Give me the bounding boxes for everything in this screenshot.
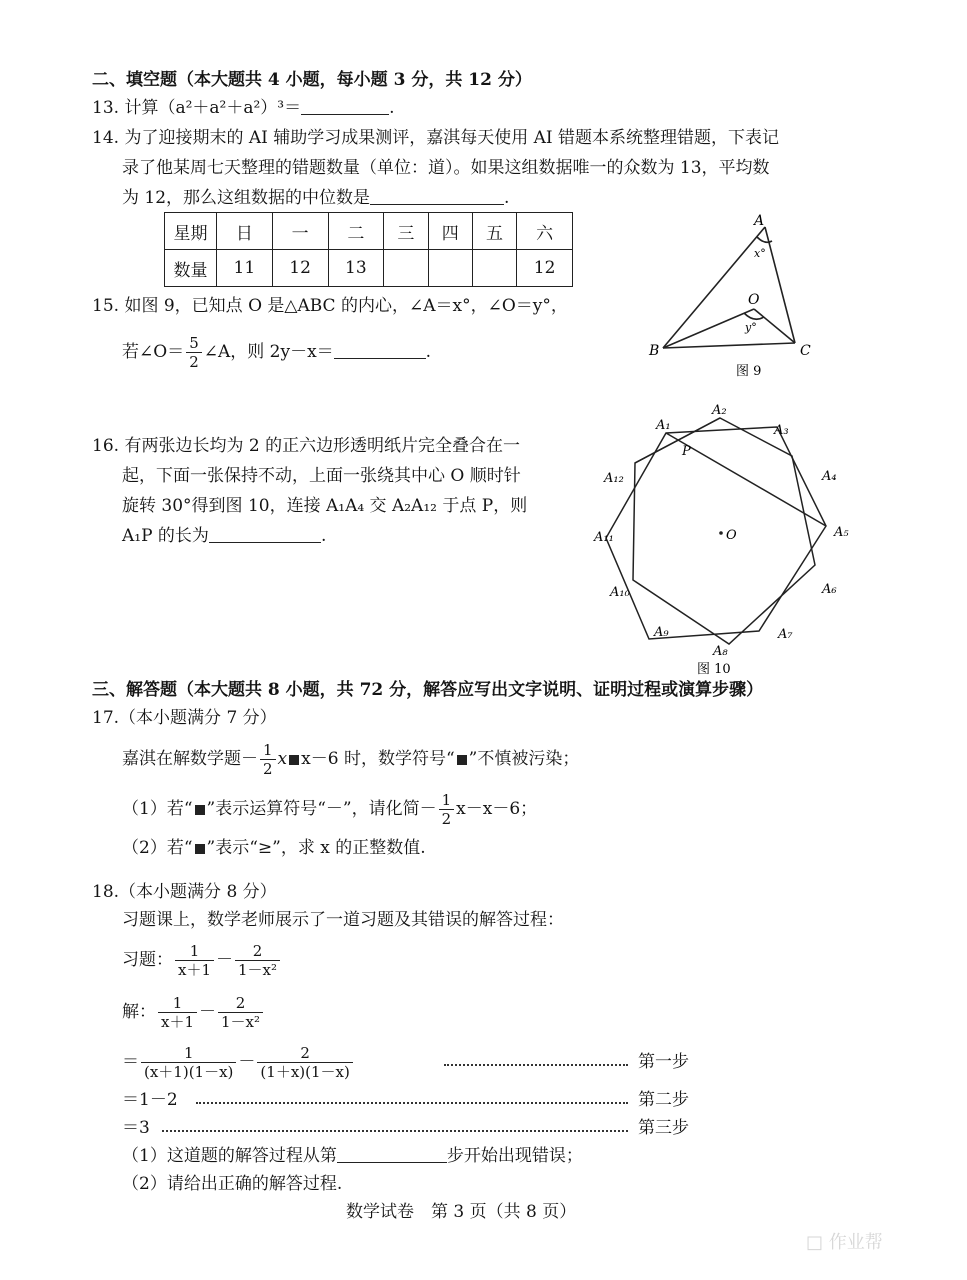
q16-line4: [122, 524, 326, 548]
q14-answer-blank[interactable]: [370, 188, 504, 205]
label-a4: A₄: [822, 469, 837, 484]
frac-num: 2: [252, 942, 263, 960]
frac-num: 2: [300, 1044, 310, 1062]
q13: [92, 96, 395, 120]
label-p: P: [682, 444, 691, 459]
q17-intro-pre: 嘉淇在解数学题－: [122, 749, 258, 769]
frac-den: 2: [260, 759, 276, 778]
q17-part2-post: ”表示“≥”，求 x 的正整数值.: [206, 838, 426, 858]
figure-9: [640, 205, 820, 385]
q16-line3: 旋转 30°得到图 10，连接 A₁A₄ 交 A₂A₁₂ 于点 P，则: [122, 496, 528, 516]
q17-part1-pre: （1）若“: [122, 799, 193, 819]
table-cell: 日: [217, 213, 273, 250]
q18-solution-label: 解：: [122, 1002, 156, 1022]
q16-line1: 16. 有两张边长均为 2 的正六边形透明纸片完全叠合在一: [92, 436, 521, 456]
figure-10-caption: 图 10: [697, 662, 731, 677]
angle-a-arc: [757, 237, 772, 242]
table-cell: 星期: [165, 213, 217, 250]
q17-part2-pre: （2）若“: [122, 838, 193, 858]
table-cell: [472, 250, 516, 287]
fraction: [158, 994, 197, 1031]
q18-title: 18.（本小题满分 8 分）: [92, 882, 277, 902]
q18-step3-expression: ＝3: [122, 1118, 150, 1138]
frac-num: 1: [263, 741, 273, 759]
label-a5: A₅: [834, 525, 849, 540]
q17-part1-post: x－x－6；: [456, 799, 538, 819]
frac-num: 5: [189, 334, 199, 352]
table-row-count: [165, 250, 573, 287]
table-cell: 二: [328, 213, 384, 250]
frac-den: x＋1: [158, 1012, 197, 1031]
page-footer: 数学试卷 第 3 页（共 8 页）: [346, 1202, 577, 1222]
frac-den: (1＋x)(1－x): [257, 1062, 352, 1081]
q14-table: [164, 212, 573, 287]
q14-line3-text: 为 12，那么这组数据的中位数是: [122, 188, 371, 208]
label-a12: A₁₂: [604, 471, 624, 486]
label-x-angle: x°: [754, 247, 766, 260]
q15-answer-blank[interactable]: [334, 342, 426, 359]
q14-line3: [122, 186, 509, 210]
smudge-icon: [195, 844, 205, 854]
minus-sign: －: [238, 1052, 256, 1072]
step1-label: 第一步: [638, 1052, 689, 1072]
equals-sign: ＝: [122, 1052, 139, 1072]
q16-answer-blank[interactable]: [209, 526, 321, 543]
step2-label: 第二步: [638, 1090, 689, 1110]
smudge-icon: [289, 755, 299, 765]
q14-line1: 14. 为了迎接期末的 AI 辅助学习成果测评，嘉淇每天使用 AI 错题本系统整理错题，下表记: [92, 128, 780, 148]
q16-line2: 起，下面一张保持不动，上面一张绕其中心 O 顺时针: [122, 466, 521, 486]
label-a6: A₆: [822, 582, 837, 597]
q18-part2: （2）请给出正确的解答过程.: [122, 1174, 343, 1194]
label-b: B: [649, 343, 660, 359]
q14-line2: 录了他某周七天整理的错题数量（单位：道）。如果这组数据唯一的众数为 13，平均数: [122, 158, 770, 178]
q18-exercise-label: 习题：: [122, 950, 173, 970]
fraction: [175, 942, 214, 979]
segment-oc: [754, 309, 795, 343]
segment-bo: [663, 309, 754, 348]
table-cell: [384, 250, 428, 287]
frac-num: 2: [235, 994, 246, 1012]
q17-intro-post: x－6 时，数学符号“: [301, 749, 455, 769]
q17-title: 17.（本小题满分 7 分）: [92, 708, 277, 728]
table-cell: 数量: [165, 250, 217, 287]
label-a2: A₂: [712, 403, 727, 418]
q18-part1-post: 步开始出现错误；: [446, 1146, 583, 1166]
label-o: O: [748, 292, 760, 308]
center-point: [719, 531, 723, 535]
table-cell: 13: [328, 250, 384, 287]
q16-end: .: [320, 526, 327, 546]
fraction: [235, 942, 280, 979]
q17-part2: [122, 836, 426, 860]
label-a7: A₇: [778, 627, 793, 642]
minus-sign: －: [216, 950, 234, 970]
q15-line2-post: ∠A，则 2y－x＝: [203, 342, 334, 362]
frac-den: 1－x²: [218, 1012, 263, 1031]
q17-part1: [122, 790, 537, 828]
q17-intro: [122, 740, 579, 778]
q18-intro: 习题课上，数学老师展示了一道习题及其错误的解答过程：: [122, 910, 564, 930]
q15-line2-pre: 若∠O＝: [122, 342, 185, 362]
step3-label: 第三步: [638, 1118, 689, 1138]
q14-end: .: [504, 188, 510, 208]
q13-text: 13. 计算（a²＋a²＋a²）³＝: [92, 98, 302, 118]
q18-part1: [122, 1144, 583, 1168]
fraction: [141, 1044, 236, 1081]
label-a11: A₁₁: [594, 530, 614, 545]
table-cell: 四: [428, 213, 472, 250]
frac-den: x＋1: [175, 960, 214, 979]
smudge-icon: [195, 805, 205, 815]
q17-var-x: x: [277, 749, 288, 769]
q18-part1-pre: （1）这道题的解答过程从第: [122, 1146, 337, 1166]
q15-line2: [122, 334, 431, 371]
q16-line4-text: A₁P 的长为: [122, 526, 209, 546]
frac-num: 1: [189, 942, 200, 960]
label-a9: A₉: [654, 625, 669, 640]
label-o: O: [726, 528, 737, 543]
frac-den: 1－x²: [235, 960, 280, 979]
frac-num: 1: [183, 1044, 194, 1062]
label-a: A: [754, 213, 765, 229]
side-bc: [663, 343, 795, 348]
table-row-weekday: [165, 213, 573, 250]
q15-fraction: [186, 334, 202, 371]
smudge-icon: [457, 755, 467, 765]
fraction: [257, 1044, 352, 1081]
q18-exercise: [122, 940, 282, 980]
dotted-leader: [162, 1130, 628, 1132]
label-c: C: [800, 343, 811, 359]
q18-step2-expression: ＝1－2: [122, 1090, 178, 1110]
watermark: □ 作业帮: [806, 1232, 883, 1253]
label-a3: A₃: [774, 423, 789, 438]
dotted-leader: [196, 1102, 628, 1104]
q15-end: .: [425, 342, 432, 362]
q17-fraction: [260, 741, 276, 778]
q17-part1-mid: ”表示运算符号“－”，请化简－: [206, 799, 437, 819]
label-y-angle: y°: [745, 321, 757, 334]
frac-den: 2: [186, 352, 202, 371]
table-cell: [428, 250, 472, 287]
q17-intro-end: ”不慎被污染；: [468, 749, 580, 769]
frac-num: 1: [172, 994, 183, 1012]
section3-heading: 三、解答题（本大题共 8 小题，共 72 分，解答应写出文字说明、证明过程或演算步骤）: [92, 680, 764, 700]
frac-num: 1: [441, 791, 452, 809]
table-cell: 11: [217, 250, 273, 287]
side-ac: [765, 227, 795, 343]
dotted-leader: [444, 1064, 628, 1066]
table-cell: 三: [384, 213, 428, 250]
q18-solution: [122, 992, 265, 1032]
table-cell: 一: [272, 213, 328, 250]
label-a1: A₁: [656, 418, 671, 433]
q18-answer-blank[interactable]: [337, 1146, 447, 1163]
q13-answer-blank[interactable]: [301, 98, 389, 115]
frac-den: 2: [439, 809, 455, 828]
table-cell: 五: [472, 213, 516, 250]
section2-heading: 二、填空题（本大题共 4 小题，每小题 3 分，共 12 分）: [92, 70, 532, 90]
minus-sign: －: [199, 1002, 217, 1022]
table-cell: 12: [272, 250, 328, 287]
q13-end: .: [389, 98, 395, 118]
table-cell: 12: [517, 250, 573, 287]
table-cell: 六: [517, 213, 573, 250]
fraction: [218, 994, 263, 1031]
hexagon-top: [633, 418, 815, 644]
q18-step1-expression: [122, 1042, 355, 1082]
q17-part1-fraction: [439, 791, 455, 828]
figure-10: [590, 400, 870, 680]
label-a10: A₁₀: [610, 585, 630, 600]
figure-9-caption: 图 9: [736, 364, 762, 379]
frac-den: (x＋1)(1－x): [141, 1062, 236, 1081]
label-a8: A₈: [713, 644, 728, 659]
q15-line1: 15. 如图 9，已知点 O 是△ABC 的内心，∠A＝x°，∠O＝y°，: [92, 296, 568, 316]
